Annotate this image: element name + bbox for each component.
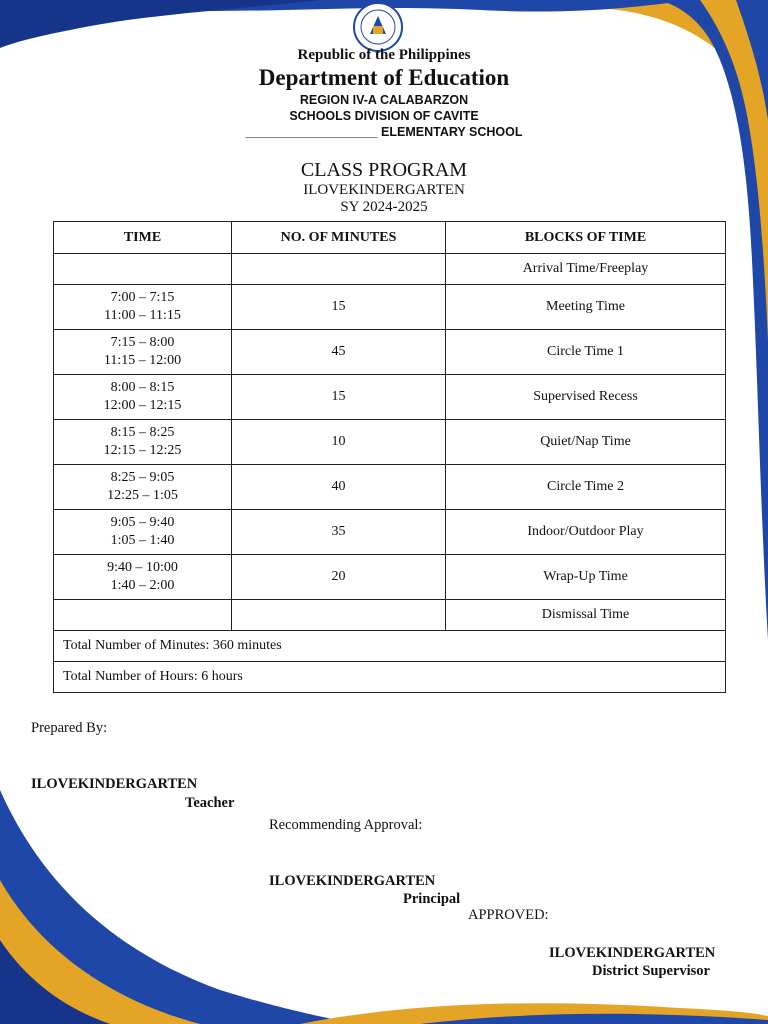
- total-minutes: Total Number of Minutes: 360 minutes: [54, 631, 726, 662]
- minutes-cell: 40: [232, 465, 446, 510]
- division-heading: SCHOOLS DIVISION OF CAVITE: [289, 109, 479, 123]
- supervisor-role: District Supervisor: [592, 963, 710, 979]
- principal-role: Principal: [403, 891, 461, 907]
- time-cell: [54, 254, 232, 285]
- block-cell: Meeting Time: [446, 285, 726, 330]
- time-cell: 7:15 – 8:00 11:15 – 12:00: [54, 330, 232, 375]
- block-cell: Dismissal Time: [446, 600, 726, 631]
- school-year: SY 2024-2025: [340, 199, 428, 215]
- total-hours: Total Number of Hours: 6 hours: [54, 662, 726, 693]
- time-cell: 8:25 – 9:05 12:25 – 1:05: [54, 465, 232, 510]
- recommending-approval-label: Recommending Approval:: [269, 817, 423, 833]
- total-minutes-row: [54, 631, 726, 662]
- time-cell: 8:00 – 8:15 12:00 – 12:15: [54, 375, 232, 420]
- region-heading: REGION IV-A CALABARZON: [299, 93, 469, 107]
- program-name: ILOVEKINDERGARTEN: [303, 182, 465, 198]
- minutes-cell: 15: [232, 375, 446, 420]
- table-row: [54, 510, 726, 555]
- block-cell: Circle Time 1: [446, 330, 726, 375]
- block-cell: Circle Time 2: [446, 465, 726, 510]
- block-cell: Indoor/Outdoor Play: [446, 510, 726, 555]
- approved-label: APPROVED:: [468, 907, 549, 923]
- school-heading: ___________________ ELEMENTARY SCHOOL: [245, 125, 523, 139]
- table-row: [54, 285, 726, 330]
- class-program-table: [53, 221, 726, 693]
- time-cell: [54, 600, 232, 631]
- block-cell: Wrap-Up Time: [446, 555, 726, 600]
- table-row: [54, 600, 726, 631]
- time-cell: 9:40 – 10:00 1:40 – 2:00: [54, 555, 232, 600]
- total-hours-row: [54, 662, 726, 693]
- table-row: [54, 465, 726, 510]
- time-cell: 7:00 – 7:15 11:00 – 11:15: [54, 285, 232, 330]
- table-row: [54, 254, 726, 285]
- column-header-time: TIME: [54, 222, 232, 254]
- block-cell: Supervised Recess: [446, 375, 726, 420]
- teacher-name: ILOVEKINDERGARTEN: [31, 776, 198, 792]
- minutes-cell: 35: [232, 510, 446, 555]
- deped-seal-icon: [353, 2, 403, 52]
- supervisor-name: ILOVEKINDERGARTEN: [549, 945, 716, 961]
- block-cell: Quiet/Nap Time: [446, 420, 726, 465]
- minutes-cell: 10: [232, 420, 446, 465]
- minutes-cell: [232, 254, 446, 285]
- table-row: [54, 555, 726, 600]
- minutes-cell: 15: [232, 285, 446, 330]
- teacher-role: Teacher: [185, 795, 235, 811]
- republic-heading: Republic of the Philippines: [297, 47, 471, 63]
- table-row: [54, 375, 726, 420]
- minutes-cell: [232, 600, 446, 631]
- department-heading: Department of Education: [258, 65, 510, 90]
- minutes-cell: 20: [232, 555, 446, 600]
- time-cell: 9:05 – 9:40 1:05 – 1:40: [54, 510, 232, 555]
- page-title: CLASS PROGRAM: [300, 159, 468, 181]
- table-row: [54, 330, 726, 375]
- time-cell: 8:15 – 8:25 12:15 – 12:25: [54, 420, 232, 465]
- block-cell: Arrival Time/Freeplay: [446, 254, 726, 285]
- principal-name: ILOVEKINDERGARTEN: [269, 873, 436, 889]
- column-header-blocks: BLOCKS OF TIME: [446, 222, 726, 254]
- minutes-cell: 45: [232, 330, 446, 375]
- column-header-minutes: NO. OF MINUTES: [232, 222, 446, 254]
- prepared-by-label: Prepared By:: [31, 720, 108, 736]
- table-row: [54, 420, 726, 465]
